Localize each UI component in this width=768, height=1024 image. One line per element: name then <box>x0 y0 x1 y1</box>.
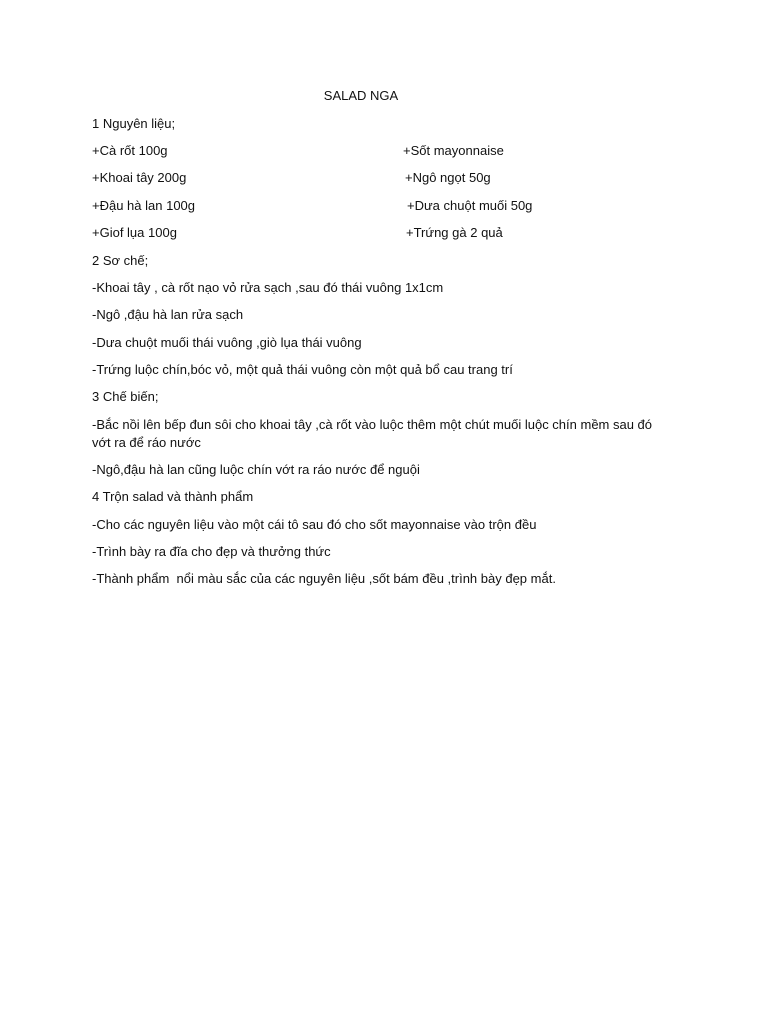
ingredient-right: +Dưa chuột muối 50g <box>407 198 533 213</box>
prep-step: -Khoai tây , cà rốt nạo vỏ rửa sạch ,sau đó thái vuông 1x1cm <box>92 280 444 295</box>
section-heading-cook: 3 Chế biến; <box>92 389 159 404</box>
ingredient-right: +Ngô ngọt 50g <box>405 170 491 185</box>
finish-step: -Cho các nguyên liệu vào một cái tô sau đó cho sốt mayonnaise vào trộn đều <box>92 517 537 532</box>
ingredient-right: +Trứng gà 2 quả <box>406 225 503 240</box>
cook-step: -Bắc nồi lên bếp đun sôi cho khoai tây ,cà rốt vào luộc thêm một chút muối luộc chín mềm sau đó vớt ra để ráo nước <box>92 417 653 450</box>
section-heading-prep: 2 Sơ chế; <box>92 253 149 268</box>
prep-step: -Dưa chuột muối thái vuông ,giò lụa thái vuông <box>92 335 362 350</box>
ingredient-left: +Khoai tây 200g <box>92 170 187 185</box>
ingredient-left: +Cà rốt 100g <box>92 143 168 158</box>
section-heading-finish: 4 Trộn salad và thành phẩm <box>92 489 254 504</box>
finish-step: -Thành phẩm nổi màu sắc của các nguyên liệu ,sốt bám đều ,trình bày đẹp mắt. <box>92 571 556 586</box>
cook-step: -Ngô,đậu hà lan cũng luộc chín vớt ra ráo nước để nguội <box>92 462 420 477</box>
prep-step: -Trứng luộc chín,bóc vỏ, một quả thái vuông còn một quả bổ cau trang trí <box>92 362 513 377</box>
finish-step: -Trình bày ra đĩa cho đẹp và thưởng thức <box>92 544 331 559</box>
section-heading-ingredients: 1 Nguyên liệu; <box>92 116 176 131</box>
prep-step: -Ngô ,đậu hà lan rửa sạch <box>92 307 244 322</box>
ingredient-left: +Đậu hà lan 100g <box>92 198 196 213</box>
document-title: SALAD NGA <box>323 88 399 103</box>
ingredient-right: +Sốt mayonnaise <box>403 143 504 158</box>
ingredient-left: +Giof lụa 100g <box>92 225 177 240</box>
